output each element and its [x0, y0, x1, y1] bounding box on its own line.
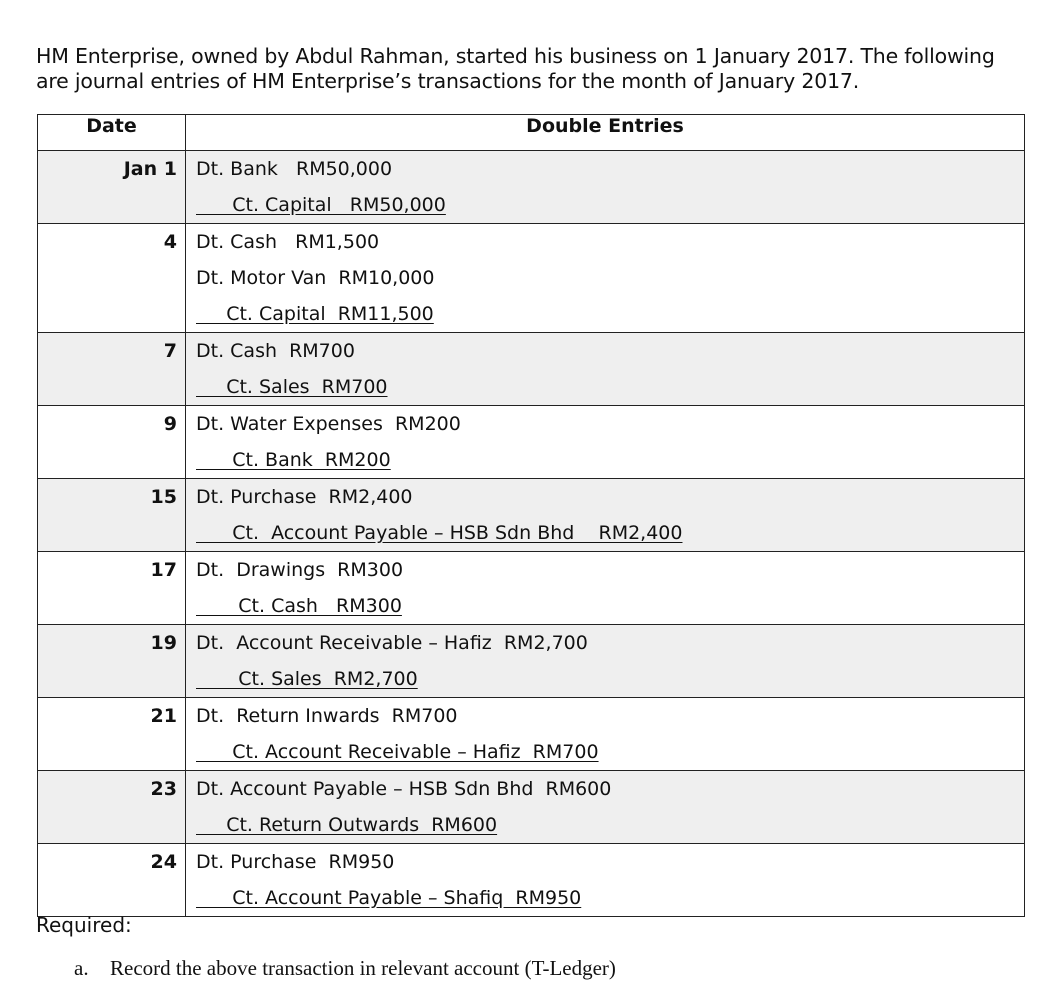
debit-line: Dt. Return Inwards RM700 [196, 705, 458, 727]
entry-date-cell [38, 625, 186, 698]
entry-lines-cell [186, 151, 1025, 224]
table-row [38, 698, 1025, 771]
entry-date: 4 [163, 231, 177, 253]
credit-line: Ct. Capital RM11,500 [196, 303, 434, 325]
entry-date-cell [38, 333, 186, 406]
question-text: Record the above transaction in relevant account (T-Ledger) [110, 956, 616, 980]
entry-lines-cell [186, 333, 1025, 406]
entry-date-cell [38, 698, 186, 771]
credit-line: Ct. Bank RM200 [196, 449, 391, 471]
question-a [74, 956, 616, 981]
table-row [38, 552, 1025, 625]
debit-line: Dt. Bank RM50,000 [196, 158, 393, 180]
entry-date: Jan 1 [123, 158, 177, 180]
entry-date-cell [38, 224, 186, 333]
entry-date: 19 [150, 632, 177, 654]
table-row [38, 406, 1025, 479]
entry-date: 7 [163, 340, 177, 362]
credit-line: Ct. Account Payable – HSB Sdn Bhd RM2,400 [196, 522, 683, 544]
credit-line: Ct. Return Outwards RM600 [196, 814, 498, 836]
table-row [38, 844, 1025, 917]
credit-line: Ct. Sales RM2,700 [196, 668, 418, 690]
table-row [38, 151, 1025, 224]
table-row [38, 479, 1025, 552]
debit-line: Dt. Cash RM1,500 [196, 231, 380, 253]
table-row [38, 625, 1025, 698]
entry-lines-cell [186, 224, 1025, 333]
credit-line: Ct. Account Payable – Shafiq RM950 [196, 887, 582, 909]
debit-line: Dt. Account Receivable – Hafiz RM2,700 [196, 632, 588, 654]
entry-lines-cell [186, 844, 1025, 917]
intro-paragraph [36, 44, 1026, 94]
debit-line: Dt. Water Expenses RM200 [196, 413, 461, 435]
entry-date: 23 [150, 778, 177, 800]
entry-lines-cell [186, 552, 1025, 625]
intro-line-2: are journal entries of HM Enterprise’s transactions for the month of January 2017. [36, 69, 860, 93]
entry-date: 24 [150, 851, 177, 873]
entry-lines-cell [186, 698, 1025, 771]
journal-entries-table [37, 114, 1025, 917]
entry-lines-cell [186, 771, 1025, 844]
entry-date: 17 [150, 559, 177, 581]
required-label: Required: [36, 913, 132, 937]
credit-line: Ct. Cash RM300 [196, 595, 402, 617]
entry-lines-cell [186, 479, 1025, 552]
debit-line: Dt. Purchase RM2,400 [196, 486, 413, 508]
question-label: a. [74, 956, 89, 980]
credit-line: Ct. Capital RM50,000 [196, 194, 446, 216]
debit-line: Dt. Motor Van RM10,000 [196, 267, 435, 289]
intro-line-1: HM Enterprise, owned by Abdul Rahman, started his business on 1 January 2017. The following [36, 44, 995, 68]
table-header-row [38, 115, 1025, 151]
entry-lines-cell [186, 625, 1025, 698]
entry-date-cell [38, 552, 186, 625]
entry-date-cell [38, 479, 186, 552]
debit-line: Dt. Drawings RM300 [196, 559, 404, 581]
table-row [38, 333, 1025, 406]
table-row [38, 771, 1025, 844]
entry-date-cell [38, 844, 186, 917]
entry-date: 15 [150, 486, 177, 508]
entry-date: 21 [150, 705, 177, 727]
entry-date-cell [38, 151, 186, 224]
credit-line: Ct. Sales RM700 [196, 376, 388, 398]
debit-line: Dt. Account Payable – HSB Sdn Bhd RM600 [196, 778, 612, 800]
journal-body [38, 151, 1025, 917]
credit-line: Ct. Account Receivable – Hafiz RM700 [196, 741, 599, 763]
table-row [38, 224, 1025, 333]
debit-line: Dt. Cash RM700 [196, 340, 355, 362]
debit-line: Dt. Purchase RM950 [196, 851, 395, 873]
double-entries-column-header: Double Entries [186, 115, 1025, 151]
entry-date-cell [38, 771, 186, 844]
entry-date-cell [38, 406, 186, 479]
entry-date: 9 [163, 413, 177, 435]
entry-lines-cell [186, 406, 1025, 479]
date-column-header: Date [38, 115, 186, 151]
